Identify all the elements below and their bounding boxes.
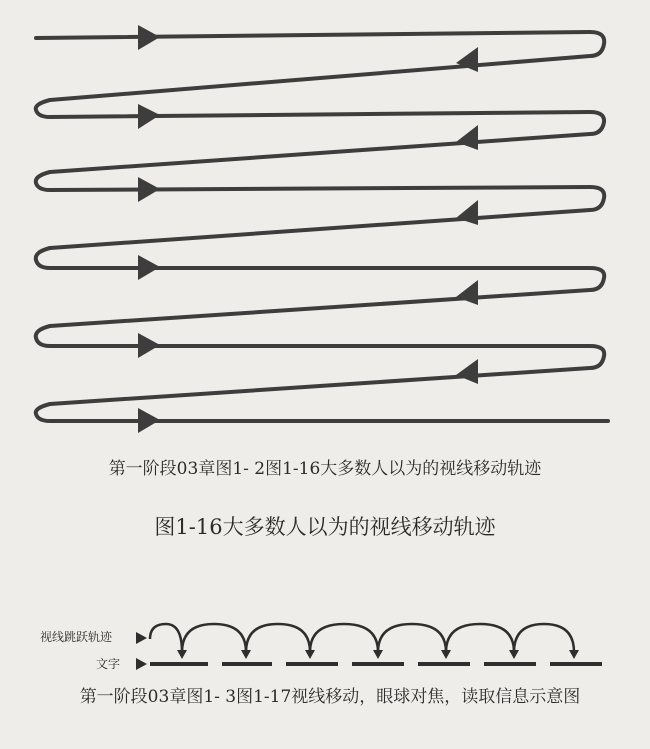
saccade-arc [514,624,574,652]
figure1-caption-large: 图1-16大多数人以为的视线移动轨迹 [154,515,496,539]
arrow-left-2 [456,125,478,150]
saccade-arc [150,624,182,652]
fixation-arrow [569,650,579,659]
track-label-arrow [136,632,147,644]
path-row-3 [36,172,604,248]
saccade-arc [446,624,514,652]
fixation-arrow [441,650,451,659]
fixation-arrow [305,650,315,659]
fixation-arrow [177,650,187,659]
fixation-arrow [373,650,383,659]
arrow-left-4 [456,280,478,305]
text-label-arrow [136,658,147,670]
arrow-right-2 [138,104,160,129]
saccade-arc [182,624,246,652]
fixation-arrow [241,650,251,659]
figure2-caption: 第一阶段03章图1- 3图1-17视线移动，眼球对焦，读取信息示意图 [79,687,581,707]
path-row-1 [36,32,604,100]
saccade-arc [246,624,310,652]
path-row-2 [36,100,604,172]
saccade-arc [310,624,378,652]
arrow-right-6 [138,408,160,433]
path-row-5 [36,326,604,404]
arrow-right-5 [138,333,160,358]
arrow-right-4 [138,255,160,280]
path-row-6 [36,404,608,421]
arrow-left-3 [456,200,478,225]
track-label: 视线跳跃轨迹 [40,630,113,644]
arrow-right-1 [138,25,160,50]
fixation-arrow [509,650,519,659]
path-row-4 [36,248,604,326]
arrow-right-3 [138,177,160,202]
figure1-caption-small: 第一阶段03章图1- 2图1-16大多数人以为的视线移动轨迹 [108,459,542,479]
saccade-arc [378,624,446,652]
arrow-left-5 [456,359,478,384]
text-label: 文字 [96,657,121,671]
